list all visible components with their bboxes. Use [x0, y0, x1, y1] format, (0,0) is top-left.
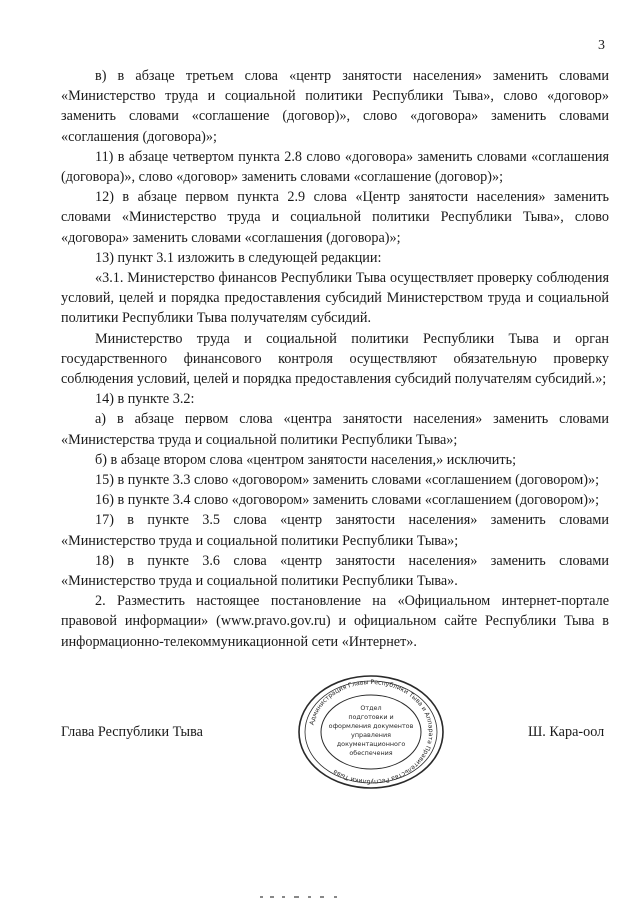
- paragraph-item-14-b: б) в абзаце втором слова «центром занятости населения,» исключить;: [95, 451, 517, 468]
- seal-line: оформления документов: [328, 722, 414, 730]
- paragraph-item-11: 11) в абзаце четвертом пункта 2.8 слово «договора» заменить словами «соглашения (договора)», слово «договор» заменить словами «соглашение (договор)»;: [61, 148, 609, 186]
- seal-line: управления: [351, 731, 391, 739]
- seal-ring-text: Администрация Главы Республики Тыва и Аппарата Правительства Республики Тыва: [308, 678, 435, 786]
- paragraph-item-17: 17) в пункте 3.5 слова «центр занятости населения» заменить словами «Министерство труда и социальной политики Республики Тыва»;: [61, 512, 609, 549]
- signatory-name: Ш. Кара-оол: [528, 724, 605, 740]
- signatory-position: Глава Республики Тыва: [61, 724, 203, 740]
- paragraph-item-14: 14) в пункте 3.2:: [95, 391, 195, 408]
- seal-line: Отдел: [360, 704, 382, 712]
- official-seal-stamp: [296, 673, 446, 791]
- paragraph-item-v: в) в абзаце третьем слова «центр занятости населения» заменить словами «Министерство труда и социальной политики Республики Тыва», слово «договор» заменить словами «соглашение (договор)», слово «договора» заменить словами «соглашения (договора)»;: [61, 68, 609, 145]
- scan-artifact: [260, 894, 350, 900]
- document-body: [61, 66, 609, 652]
- paragraph-item-14-a: а) в абзаце первом слова «центра занятости населения» заменить словами «Министерства труда и социальной политики Республики Тыва»;: [61, 411, 609, 448]
- paragraph-item-16: 16) в пункте 3.4 слово «договором» заменить словами «соглашением (договором)»;: [95, 492, 600, 509]
- paragraph-quote-continued: Министерство труда и социальной политики Республики Тыва и орган государственного финансового контроля осуществляют обязательную проверку соблюдения условий, целей и порядка предоставления субсидий получателям субсидий.»;: [61, 330, 609, 388]
- seal-line: обеспечения: [349, 749, 393, 757]
- paragraph-section-2: 2. Разместить настоящее постановление на «Официальном интернет-портале правовой информации» (www.pravo.gov.ru) и официальном сайте Республики Тыва в информационно-телекоммуникационной сети «Интернет».: [61, 593, 609, 650]
- page-number: 3: [598, 38, 605, 53]
- paragraph-quote-3-1: «3.1. Министерство финансов Республики Тыва осуществляет проверку соблюдения условий, целей и порядка предоставления субсидий Министерством труда и социальной политики Республики Тыва получателям субсидий.: [61, 270, 609, 327]
- paragraph-item-13: 13) пункт 3.1 изложить в следующей редакции:: [95, 249, 382, 266]
- paragraph-item-15: 15) в пункте 3.3 слово «договором» заменить словами «соглашением (договором)»;: [95, 472, 600, 489]
- seal-line: подготовки и: [348, 713, 394, 721]
- seal-line: документационного: [336, 740, 406, 748]
- paragraph-item-12: 12) в абзаце первом пункта 2.9 слова «Центр занятости населения» заменить словами «Министерство труда и социальной политики Республики Тыва», слово «договора» заменить словами «соглашения (договора)»;: [61, 189, 609, 246]
- paragraph-item-18: 18) в пункте 3.6 слова «центр занятости населения» заменить словами «Министерство труда и социальной политики Республики Тыва».: [61, 552, 609, 590]
